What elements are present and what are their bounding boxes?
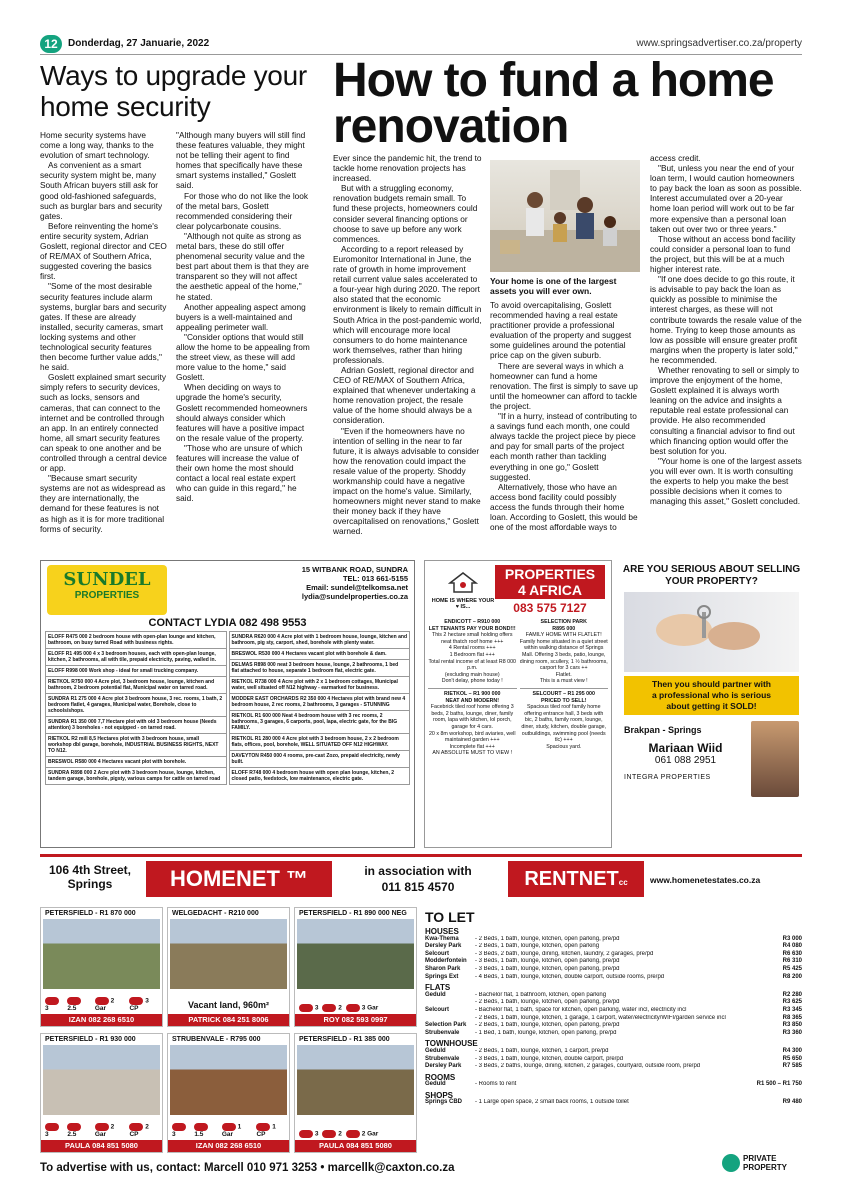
properties4africa-ad — [424, 560, 612, 848]
renovation-article-title: How to fund a home renovation — [333, 54, 774, 153]
security-article-col1 — [40, 130, 168, 534]
listing-features: 3 2 3 Gar — [299, 1004, 412, 1012]
house-listing[interactable] — [167, 907, 290, 1027]
listing-title: WELGEDACHT - R210 000 — [168, 908, 289, 919]
paragraph: "Even if the homeowners have no intention of selling in the near to far future, it is always advisable to consider how the renovation could impact the resale value of the property. Shoddy workmanship could have a negative impact on the home's value. Similarly, homeowners might never stand to make their money back if they have overcapitalised on renovations," Goslett warned. — [333, 425, 481, 537]
paragraph: "If one does decide to go this route, it is advisable to pay back the loan as quickly as possible to minimise the interest charges, as these will not contribute towards the resale value of the home. Trying to keep those amounts as low as possible will ensure greater profit margins when the property is later sold," he recommended. — [650, 274, 802, 365]
paragraph: "If in a hurry, instead of contributing to a savings fund each month, one could always tackle the project piece by piece and pay for small parts of the project each month rather than tackling everything in one go," Goslett suggested. — [490, 411, 637, 482]
listing-line: LET TENANTS PAY YOUR BOND!!! — [428, 625, 516, 632]
paragraph: "Those who are unsure of which features will increase the value of their own home the most should contact a local real estate expert who can guide in this regard," he said. — [176, 442, 303, 504]
property-listing: BRESWOL R530 000 4 Hectares vacant plot with borehole & dam. — [229, 649, 410, 660]
rental-row: Strubenvale - 1 Bed, 1 bath, lounge, kitchen, open parking, pre/pd R3 360 — [425, 1029, 802, 1036]
listing-line: AN ABSOLUTE MUST TO VIEW ! — [432, 750, 513, 757]
rental-row: Strubenvale - 3 Beds, 1 bath, lounge, kitchen, double carport, pre/pd R5 650 — [425, 1055, 802, 1062]
listing-line: NEAT AND MODERN! — [445, 697, 500, 704]
rental-row: Selection Park - 2 Beds, 1 bath, lounge, kitchen, open parking, pre/pd R3 850 — [425, 1022, 802, 1029]
listing-line: Flatlet. — [555, 671, 572, 678]
sundel-contact: CONTACT LYDIA 082 498 9553 — [148, 617, 307, 629]
listing-title: STRUBENVALE - R795 000 — [168, 1034, 289, 1045]
family-photo — [490, 160, 640, 272]
property-listing: ELOFF R1 495 000 4 x 3 bedroom houses, each with open-plan lounge, kitchen, 2 bathrooms, all with tile, prepaid electricity, paving, walled in. — [46, 649, 227, 666]
paragraph: "Your home is one of the largest assets you will ever own. It is worth consulting the experts to help you make the best possible decisions when it comes to managing this asset," Goslett concluded. — [650, 455, 802, 507]
to-let-list: TO LET HOUSES Kwa-Thema - 2 Beds, 1 bath, lounge, kitchen, open parking, pre/pd R3 000 Dersley Park - 2 Beds, 1 bath, lounge, kitchen, open parking R4 080 Selcourt - 3 Beds, 2 bath, lounge, dining, kitchen, laundry, 2 garages, pre/pd R6 630 Modderfontein - 3 Beds, 1 bath, lounge, kitchen, open parking, pre/pd R6 310 Sharon Park - 3 Beds, 1 bath, lounge, kitchen, open parking, pre/pd R5 425 Springs Ext - 4 Beds, 1 bath, lounge, kitchen, double carport, outside rooms, pre/pd R8 200 FLATS Geduld - Bachelor flat, 1 bathroom, kitchen, open parking R2 280 - 2 Beds, 1 bath, lounge, kitchen, open parking, pre/pd R3 625 Selcourt - Bachelor flat, 1 bath, space for kitchen, open parking, water incl, electricity incl R3 345 - 2 Beds, 1 bath, lounge, kitchen, 1 garage, 1 carport, water/electricity/WIFI/garden service incl R8 365 Selection Park - 2 Beds, 1 bath, lounge, kitchen, open parking, pre/pd R3 850 Strubenvale - 1 Bed, 1 bath, lounge, kitchen, open parking, pre/pd R3 360 TOWNHOUSE Geduld - 2 Beds, 1 bath, lounge, kitchen, 1 carport, pre/pd R4 300 Strubenvale - 3 Beds, 1 bath, lounge, kitchen, double carport, pre/pd R5 650 Dersley Park - 3 Beds, 2 baths, lounge, dining, kitchen, 2 garages, courtyard, outside room, pre/pd R7 585 ROOMS Geduld - Rooms to rent R1 500 – R1 750 SHOPS Springs CBD - 1 Large open space, 2 small back rooms, 1 outside toilet R9 480 — [425, 909, 802, 1106]
pfa-brand: PROPERTIES 4 AFRICA — [495, 565, 605, 599]
rental-category: TOWNHOUSE — [425, 1039, 478, 1049]
property-listing: ELOFF R475 000 2 bedroom house with open-plan lounge and kitchen, bathroom, on busy tarred Road with business rights. — [46, 632, 227, 649]
listing-title: PETERSFIELD - R1 385 000 — [295, 1034, 416, 1045]
integra-tagline: Then you should partner with a professional who is serious about getting it SOLD! — [624, 676, 799, 715]
house-listing[interactable] — [40, 907, 163, 1027]
listing-line: 1 Bedroom flat +++ — [449, 651, 495, 658]
rental-row: Geduld - 2 Beds, 1 bath, lounge, kitchen, 1 carport, pre/pd R4 300 — [425, 1047, 802, 1054]
property-listing: ELOFF R748 000 4 bedroom house with open plan lounge, kitchen, 2 closed patio, feedstock, low maintenance, electric gate. — [229, 768, 410, 785]
property-listing: RIETKOL R738 000 4 Acre plot with 2 x 1 bedroom cottages, Municipal water, well situated off N12 highway - earmarked for business. — [229, 677, 410, 694]
paragraph: "Although many buyers will still find these features valuable, they might not be telling their agent to find homes that specifically have these smart systems installed," Goslett said. — [176, 130, 306, 191]
advertise-contact: To advertise with us, contact: Marcell 010 971 3253 • marcellk@caxton.co.za — [40, 1162, 455, 1174]
property-listing: RIETKOL R750 000 4 Acre plot, 3 bedroom house, lounge, kitchen and bathroom, 2 bedroom potential flat, Municipal water on tarred road. — [46, 677, 227, 694]
rental-row: Geduld - Rooms to rent R1 500 – R1 750 — [425, 1081, 802, 1088]
paragraph: Whether renovating to sell or simply to improve the enjoyment of the home, Goslett explained it is always worth leaning on the advice and insights a reputable real estate professional can provide. He also recommended consulting a financial advisor to find out which financing option would offer the best solution for you. — [650, 364, 800, 456]
property-listing: DELMAS R898 000 neat 3 bedroom house, lounge, 2 bathrooms, 1 bed flat attached to house, separate 1 bedroom flat, electric gate. — [229, 660, 410, 677]
house-photo — [170, 1045, 287, 1115]
listing-line: RIETKOL – R1 900 000 — [444, 690, 501, 697]
issue-date: Donderdag, 27 Januarie, 2022 — [68, 38, 210, 49]
homenet-association: in association with 011 815 4570 — [364, 864, 472, 894]
homenet-website[interactable]: www.homenetestates.co.za — [650, 875, 761, 885]
integra-area: Brakpan - Springs — [624, 725, 702, 735]
paragraph: As convenient as a smart security system might be, many South African buyers still ask for good old-fashioned safeguards, such as burglar bars and security gates. — [40, 160, 163, 221]
listing-line: FAMILY HOME WITH FLATLET! — [525, 632, 602, 639]
rental-row: Modderfontein - 3 Beds, 1 bath, lounge, kitchen, open parking, pre/pd R6 310 — [425, 958, 802, 965]
paragraph: Those without an access bond facility could consider a personal loan to fund the project, but this will be at a much higher interest rate. — [650, 233, 796, 275]
agent-contact: IZAN 082 268 6510 — [168, 1140, 289, 1152]
listing-line: This is a must view ! — [539, 678, 588, 685]
listing-line: (excluding main house) — [444, 671, 500, 678]
rental-row: - 2 Beds, 1 bath, lounge, kitchen, 1 garage, 1 carport, water/electricity/WIFI/garden service incl R8 365 — [475, 1014, 802, 1021]
sundel-logo: SUNDEL PROPERTIES — [47, 565, 167, 615]
integra-properties-ad — [620, 560, 803, 848]
paragraph: "Consider options that would still allow the home to be appealing from the street view, as these will add more value to the home," said Goslett. — [176, 331, 310, 383]
rental-row: Selcourt - 3 Beds, 2 bath, lounge, dining, kitchen, laundry, 2 garages, pre/pd R6 630 — [425, 950, 802, 957]
rental-row: Dersley Park - 2 Beds, 1 bath, lounge, kitchen, open parking R4 080 — [425, 943, 802, 950]
house-photo — [43, 919, 160, 989]
sundel-properties-ad — [40, 560, 415, 848]
integra-headline: ARE YOU SERIOUS ABOUT SELLING YOUR PROPERTY? — [622, 564, 801, 587]
photo-caption: Your home is one of the largest assets you will ever own. — [490, 276, 617, 296]
pfa-listing-endicott — [428, 619, 517, 685]
property-listing: SUNDRA R898 000 2 Acre plot with 3 bedroom house, lounge, kitchen, tandem garage, borehole, pigsty, various camps for cattle on tarred road — [46, 768, 227, 785]
property-listing: DAVEYTON R450 000 4 rooms, pre-cast Zozo, prepaid electricity, newly built. — [229, 751, 410, 768]
listing-features: 3 2 2 Gar — [299, 1130, 412, 1138]
property-listing: RIETKOL R1 280 000 4 Acre plot with 3 bedroom house, 2 x 2 bedroom flats, offices, pool, borehole, WELL SITUATED OFF N12 HIGHWAY. — [229, 734, 410, 751]
house-photo — [297, 1045, 414, 1115]
listing-line: R895 000 — [552, 625, 576, 632]
paragraph: Alternatively, those who have an access bond facility could possibly access the funds through their home loan. According to Goslett, this would be one of the most affordable ways to — [490, 481, 638, 533]
sundel-listings-left — [45, 631, 227, 785]
house-listing[interactable] — [167, 1033, 290, 1153]
paragraph: "Some of the most desirable security features include alarm systems, burglar bars and security gates. If these are already installed, security cameras, smart locking systems and other technological security features then become further value adds," he said. — [40, 281, 167, 373]
paragraph: For those who do not like the look of the metal bars, Goslett recommended considering their clear polycarbonate cousins. — [176, 190, 309, 231]
paragraph: Ever since the pandemic hit, the trend to tackle home renovation projects has increased. — [333, 153, 482, 184]
paragraph: Goslett explained smart security simply refers to security devices, such as locks, sensors and cameras, that can connect to the internet and be controlled through an app. In an entirely connected home, all smart security features can speak to one another and be controlled through a central device or app. — [40, 372, 167, 474]
renovation-article-col1 — [333, 153, 483, 537]
rental-category: HOUSES — [425, 927, 459, 936]
renovation-article-col3 — [650, 153, 802, 506]
pfa-listing-selection-park — [520, 619, 609, 685]
agent-contact: PAULA 084 851 5080 — [295, 1140, 416, 1152]
homenet-listings — [40, 907, 420, 1155]
listing-line: 20 x 8m workshop, bird aviaries, well maintained garden +++ — [428, 730, 516, 744]
rental-category: SHOPS — [425, 1090, 454, 1100]
rental-row: Sharon Park - 3 Beds, 1 bath, lounge, kitchen, open parking, pre/pd R5 425 — [425, 965, 802, 972]
pfa-house-logo: HOME IS WHERE YOUR ♥ IS... — [431, 571, 495, 610]
rental-row: Springs CBD - 1 Large open space, 2 small back rooms, 1 outside toilet R9 480 — [425, 1099, 802, 1106]
pfa-phone: 083 575 7127 — [513, 601, 587, 615]
pfa-listing-selcourt — [520, 688, 609, 757]
integra-agent-phone: 061 088 2951 — [654, 755, 717, 766]
rental-row: Kwa-Thema - 2 Beds, 1 bath, lounge, kitchen, open parking, pre/pd R3 000 — [425, 935, 802, 942]
homenet-ad — [40, 854, 802, 1184]
rentnet-logo: RENTNETcc — [508, 861, 644, 897]
listing-line: ENDICOTT – R910 000 — [444, 619, 501, 625]
property-listing: SUNDRA R1 275 000 4 Acre plot 3 bedroom house, 3 rec. rooms, 1 bath, 2 bedroom flatlet, 4 garages, Municipal water, Borehole, close to schools/shops. — [46, 694, 227, 717]
sundel-address: 15 WITBANK ROAD, SUNDRA — [301, 565, 408, 574]
house-photo — [170, 919, 287, 989]
page-number: 12 — [40, 35, 62, 53]
keys-handover-photo — [624, 592, 799, 672]
listing-line: Don't delay, phone today ! — [441, 678, 503, 685]
agent-contact: PAULA 084 851 5080 — [41, 1140, 162, 1152]
sundel-email[interactable]: Email: sundel@telkomsa.net — [306, 583, 408, 592]
property-listing: RIETKOL R1 600 000 Neat 4 bedroom house with 3 rec rooms, 2 bathrooms, 3 garages, 6 carports, pool, lapa, electric gate, for the BIG FAMILY. — [229, 711, 410, 734]
sundel-tel: TEL: 013 661-5155 — [342, 574, 408, 583]
paragraph: "Because smart security systems are not as widespread as they are internationally, the demand for these features is not as high as it is for more traditional forms of security. — [40, 473, 166, 534]
paragraph: Another appealing aspect among buyers is a well-maintained and appealing perimeter wall. — [176, 301, 306, 332]
sundel-email-lydia[interactable]: lydia@sundelproperties.co.za — [301, 592, 408, 601]
agent-avatar — [751, 721, 799, 797]
agent-contact: PATRICK 084 251 8006 — [168, 1014, 289, 1026]
homenet-logo: HOMENET ™ — [146, 861, 332, 897]
listing-line: Incomplete flat +++ — [449, 743, 495, 750]
renovation-article-col2 — [490, 300, 640, 532]
sundel-listings-right — [229, 631, 411, 785]
paragraph: According to a report released by Euromonitor International in June, the rate of growth in home improvement retail current value sales accelerated to a four-year high during 2020. The report also stated that the economic environment is likely to remain difficult in South Africa in the post-pandemic world, which will encourage more local consumers to do home maintenance work themselves, rather than hiring professionals. — [333, 243, 482, 365]
agent-contact: ROY 082 593 0997 — [295, 1014, 416, 1026]
listing-description: Vacant land, 960m² — [187, 1000, 270, 1010]
paragraph: "Although not quite as strong as metal bars, these do still offer phenomenal security value and the best part about them is that they are transparent so they will not affect the aesthetic appeal of the home," he stated. — [176, 230, 309, 302]
listing-line: Facebrick tiled roof home offering 3 beds, 2 baths, lounge, diner, family room, lapa with kitchen, lol porch, garage for 4 cars. — [430, 704, 514, 730]
paragraph: When deciding on ways to upgrade the home's security, Goslett recommended homeowners should always consider which features will have a positive impact on the resale value of the property. — [176, 382, 308, 443]
paragraph: "But, unless you near the end of your loan term, I would caution homeowners to pay back the loan as soon as possible. Interest accumulated over a 20-year home loan period will work out to be far more expensive than a personal loan taken out over two or three years." — [650, 163, 802, 234]
listing-line: SELCOURT – R1 295 000 — [532, 690, 595, 697]
house-photo — [43, 1045, 160, 1115]
paragraph: Before reinventing the home's entire security system, Adrian Goslett, regional director and CEO of RE/MAX of Southern Africa, suggested covering the basics first. — [40, 220, 167, 282]
listing-title: PETERSFIELD - R1 930 000 — [41, 1034, 162, 1045]
listing-line: SELECTION PARK — [540, 619, 587, 625]
property-listing: ELOFF R998 000 Work shop - ideal for small trucking company. — [46, 666, 227, 677]
property-listing: SUNDRA R620 000 4 Acre plot with 1 bedroom house, lounge, kitchen and bathroom, pig sty, carport, shed, borehole with plenty water. — [229, 632, 410, 649]
listing-title: PETERSFIELD - R1 870 000 — [41, 908, 162, 919]
rental-row: Springs Ext - 4 Beds, 1 bath, lounge, kitchen, double carport, outside rooms, pre/pd R8 200 — [425, 973, 802, 980]
integra-logo: INTEGRA PROPERTIES — [624, 774, 711, 781]
listing-line: Family home situated in a quiet street within walking distance of Springs Mall. Offering 3 beds, patio, lounge, dining room, scullery, 1 ½ bathrooms, carport for 3 cars ++ — [519, 638, 608, 672]
rental-row: - 2 Beds, 1 bath, lounge, kitchen, open parking, pre/pd R3 625 — [475, 999, 802, 1006]
property-listing: MODDER EAST ORCHARDS R2 350 000 4 Hectares plot with brand new 4 bedroom house, 2 rec rooms, 2 bathrooms, 3 garages - STUNNING — [229, 694, 410, 711]
homenet-address: 106 4th Street, Springs — [48, 863, 132, 891]
agent-contact: IZAN 082 268 6510 — [41, 1014, 162, 1026]
paragraph: Home security systems have come a long way, thanks to the evolution of smart technology. — [40, 130, 154, 161]
listing-title: PETERSFIELD - R1 890 000 NEG — [295, 908, 416, 919]
listing-line: 4 Rental rooms +++ — [448, 645, 496, 652]
listing-line: Total rental income of at least R8 000 p.m. — [428, 658, 516, 672]
rental-category: ROOMS — [425, 1072, 456, 1082]
pfa-listing-rietkol — [428, 688, 517, 757]
paragraph: But with a struggling economy, renovation budgets remain small. To fund these projects, homeowners could consider several financing options or choose to save up before any work commences. — [333, 183, 478, 244]
house-photo — [297, 919, 414, 989]
rental-row: Dersley Park - 3 Beds, 2 baths, lounge, dining, kitchen, 2 garages, courtyard, outside room, pre/pd R7 585 — [425, 1063, 802, 1070]
house-listing[interactable] — [40, 1033, 163, 1153]
property-listing: SUNDRA R1 350 000 7,7 Hectare plot with old 3 bedroom house (Needs attention) 3 boreholes - not equipped - on tarred road. — [46, 717, 227, 734]
listing-features: 3 2.5 2 Gar 2 CP — [45, 1123, 149, 1138]
paragraph: Adrian Goslett, regional director and CEO of RE/MAX of Southern Africa, explained that whenever undertaking a home renovation project, the resale value of the home should always be a consideration. — [333, 364, 476, 426]
house-listing[interactable] — [294, 907, 417, 1027]
integra-agent-name: Mariaan Wiid — [648, 741, 723, 755]
listing-line: Spacious yard. — [546, 743, 582, 750]
listing-features: 3 2.5 2 Gar 3 CP — [45, 997, 149, 1012]
security-article-title: Ways to upgrade your home security — [40, 60, 307, 122]
listing-line: This 2 hectare small holding offers neat thatch roof home +++ — [431, 632, 513, 645]
rental-row: Selcourt - Bachelor flat, 1 bath, space for kitchen, open parking, water incl, electricity incl R3 345 — [425, 1006, 802, 1013]
paragraph: To avoid overcapitalising, Goslett recommended having a real estate practitioner provide a professional evaluation of the property and suggest some guidelines around the potential price cap on the given suburb. — [490, 300, 632, 361]
house-listing[interactable] — [294, 1033, 417, 1153]
rental-category: FLATS — [425, 983, 451, 993]
listing-line: PRICED TO SELL! — [540, 697, 587, 704]
private-property-logo: PRIVATE PROPERTY — [722, 1154, 787, 1172]
security-article-col2 — [176, 130, 310, 503]
paragraph: There are several ways in which a homeowner can fund a home renovation. The first is simply to save up until the homeowner can afford to tackle the project. — [490, 360, 638, 411]
property-listing: RIETKOL R2 mill 8,5 Hectares plot with 3 bedroom house, small workshop dbl garage, borehole, INDUSTRIAL BUSINESS RIGHTS, NEXT TO N12. — [46, 734, 227, 757]
website-link[interactable]: www.springsadvertiser.co.za/property — [636, 38, 802, 49]
property-listing: BRESWOL R580 000 4 Hectares vacant plot with borehole. — [46, 757, 227, 768]
rental-row: Geduld - Bachelor flat, 1 bathroom, kitchen, open parking R2 280 — [425, 991, 802, 998]
paragraph: access credit. — [650, 153, 701, 163]
listing-features: 3 1.5 1 Gar 1 CP — [172, 1123, 276, 1138]
listing-line: Spacious tiled roof family home offering entrance hall, 3 beds with bic, 2 baths, family room, lounge, diner, study, kitchen, double garage, outbuildings, swimming pool (needs tlc) +++ — [521, 704, 607, 744]
